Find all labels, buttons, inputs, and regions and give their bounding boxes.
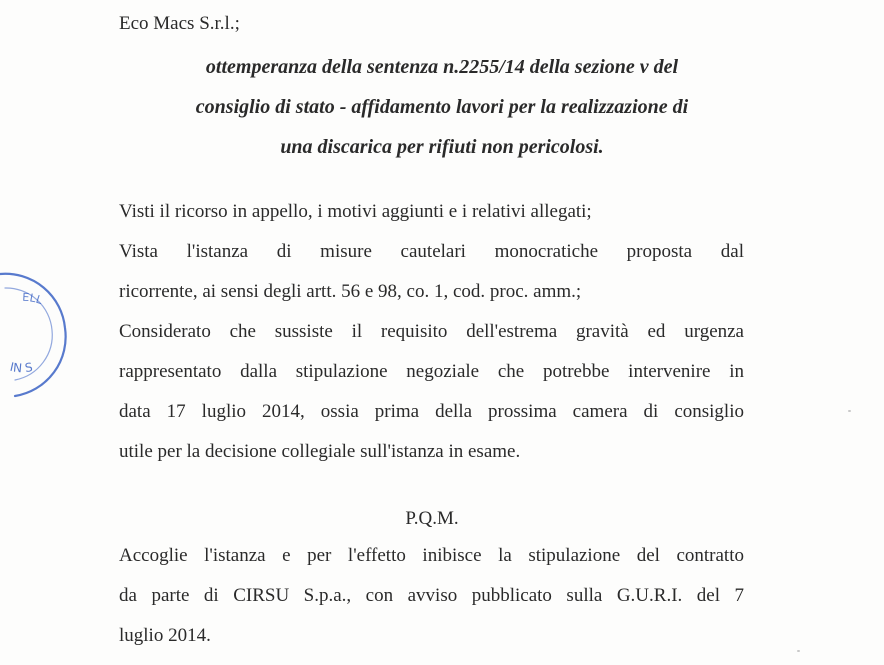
body-line-5: rappresentato dalla stipulazione negoziale che potrebbe intervenire in [119,361,744,382]
subject-line-3: una discarica per rifiuti non pericolosi. [280,136,604,158]
scan-speck [797,650,800,652]
decision-line-1: Accoglie l'istanza e per l'effetto inibisce la stipulazione del contratto [119,545,744,566]
decision-line-2: da parte di CIRSU S.p.a., con avviso pubblicato sulla G.U.R.I. del 7 [119,585,744,606]
body-line-2: Vista l'istanza di misure cautelari monocratiche proposta dal [119,241,744,262]
official-stamp [0,258,70,408]
scan-speck [848,410,851,412]
stamp-text-bottom: IN S [8,359,34,376]
body-line-6: data 17 luglio 2014, ossia prima della prossima camera di consiglio [119,401,744,422]
company-name: Eco Macs S.r.l.; [119,13,240,34]
body-line-1: Visti il ricorso in appello, i motivi aggiunti e i relativi allegati; [119,201,592,222]
subject-line-2: consiglio di stato - affidamento lavori per la realizzazione di [195,96,689,118]
body-line-4: Considerato che sussiste il requisito dell'estrema gravità ed urgenza [119,321,744,342]
subject-line-1: ottemperanza della sentenza n.2255/14 della sezione v del [205,56,679,78]
body-line-7: utile per la decisione collegiale sull'istanza in esame. [119,441,521,462]
decision-line-3: luglio 2014. [119,625,211,646]
svg-text:IN S [9,360,34,376]
stamp-text-top: ELL [21,290,45,308]
body-line-3: ricorrente, ai sensi degli artt. 56 e 98, co. 1, cod. proc. amm.; [119,281,582,302]
pqm-heading: P.Q.M. [405,508,459,529]
